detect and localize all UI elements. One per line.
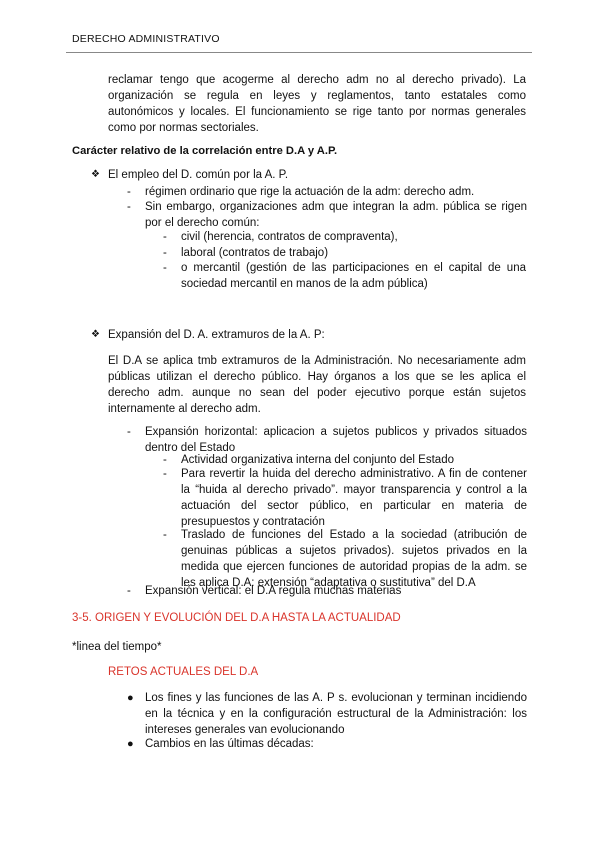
list-item: régimen ordinario que rige la actuación de la adm: derecho adm. — [145, 186, 475, 198]
dash-icon: - — [127, 426, 131, 438]
list-item: Actividad organizativa interna del conjunto del Estado — [181, 454, 454, 466]
list-item: Expansión horizontal: aplicacion a sujetos publicos y privados situados dentro del Estado — [145, 426, 527, 454]
list-item: Para revertir la huida del derecho administrativo. A fin de contener la “huida al derecho privado”. mayor transparencia y control a la actuación del sector público, en particular en materia de presupuestos y contratación — [181, 468, 527, 528]
dash-icon: - — [163, 529, 167, 541]
bullet-empleo: El empleo del D. común por la A. P. — [108, 169, 289, 181]
list-item: Los fines y las funciones de las A. P s. evolucionan y terminan incidiendo en la técnica y en la configuración estructural de la Administración: los intereses generales van evolucionando — [145, 692, 527, 736]
header-title: DERECHO ADMINISTRATIVO — [72, 33, 220, 45]
list-item: Expansión vertical: el D.A regula muchas materias — [145, 585, 402, 597]
intro-paragraph: reclamar tengo que acogerme al derecho adm no al derecho privado). La organización se regula en leyes y reglamentos, tanto estatales como autonómicos y locales. El funcionamiento se rige tanto por normas generales como por normas sectoriales. — [108, 74, 526, 134]
list-item: o mercantil (gestión de las participaciones en el capital de una sociedad mercantil en manos de la adm pública) — [181, 262, 526, 290]
dash-icon: - — [163, 247, 167, 259]
dash-icon: - — [127, 186, 131, 198]
bullet-expansion: Expansión del D. A. extramuros de la A. P: — [108, 329, 325, 341]
list-item: Traslado de funciones del Estado a la sociedad (atribución de genuinas públicas a sujetos privados). sujetos privados en la medida que ejercen funciones de autoridad propias de la adm. se les aplica D.A: extensión “adaptativa o sustitutiva” del D.A — [181, 529, 527, 589]
timeline-note: *linea del tiempo* — [72, 641, 162, 653]
bullet-dot-icon: ● — [127, 692, 134, 704]
list-item: Sin embargo, organizaciones adm que integran la adm. pública se rigen por el derecho común: — [145, 201, 527, 229]
subheading-retos: RETOS ACTUALES DEL D.A — [108, 666, 259, 678]
diamond-bullet-icon: ❖ — [91, 329, 100, 340]
bullet-dot-icon: ● — [127, 738, 134, 750]
list-item: civil (herencia, contratos de compraventa), — [181, 231, 398, 243]
expansion-paragraph: El D.A se aplica tmb extramuros de la Administración. No necesariamente adm públicas utilizan el derecho público. Hay órganos a los que se les aplica el derecho adm. aunque no sean del poder ejecutivo porque están sujetos internamente al derecho adm. — [108, 355, 526, 415]
dash-icon: - — [163, 262, 167, 274]
section-heading-correlation: Carácter relativo de la correlación entre D.A y A.P. — [72, 145, 338, 157]
dash-icon: - — [163, 231, 167, 243]
dash-icon: - — [127, 585, 131, 597]
dash-icon: - — [163, 454, 167, 466]
diamond-bullet-icon: ❖ — [91, 169, 100, 180]
dash-icon: - — [127, 201, 131, 213]
header-rule — [66, 52, 532, 53]
dash-icon: - — [163, 468, 167, 480]
section-heading-origen: 3-5. ORIGEN Y EVOLUCIÓN DEL D.A HASTA LA ACTUALIDAD — [72, 612, 401, 624]
list-item: laboral (contratos de trabajo) — [181, 247, 329, 259]
list-item: Cambios en las últimas décadas: — [145, 738, 314, 750]
